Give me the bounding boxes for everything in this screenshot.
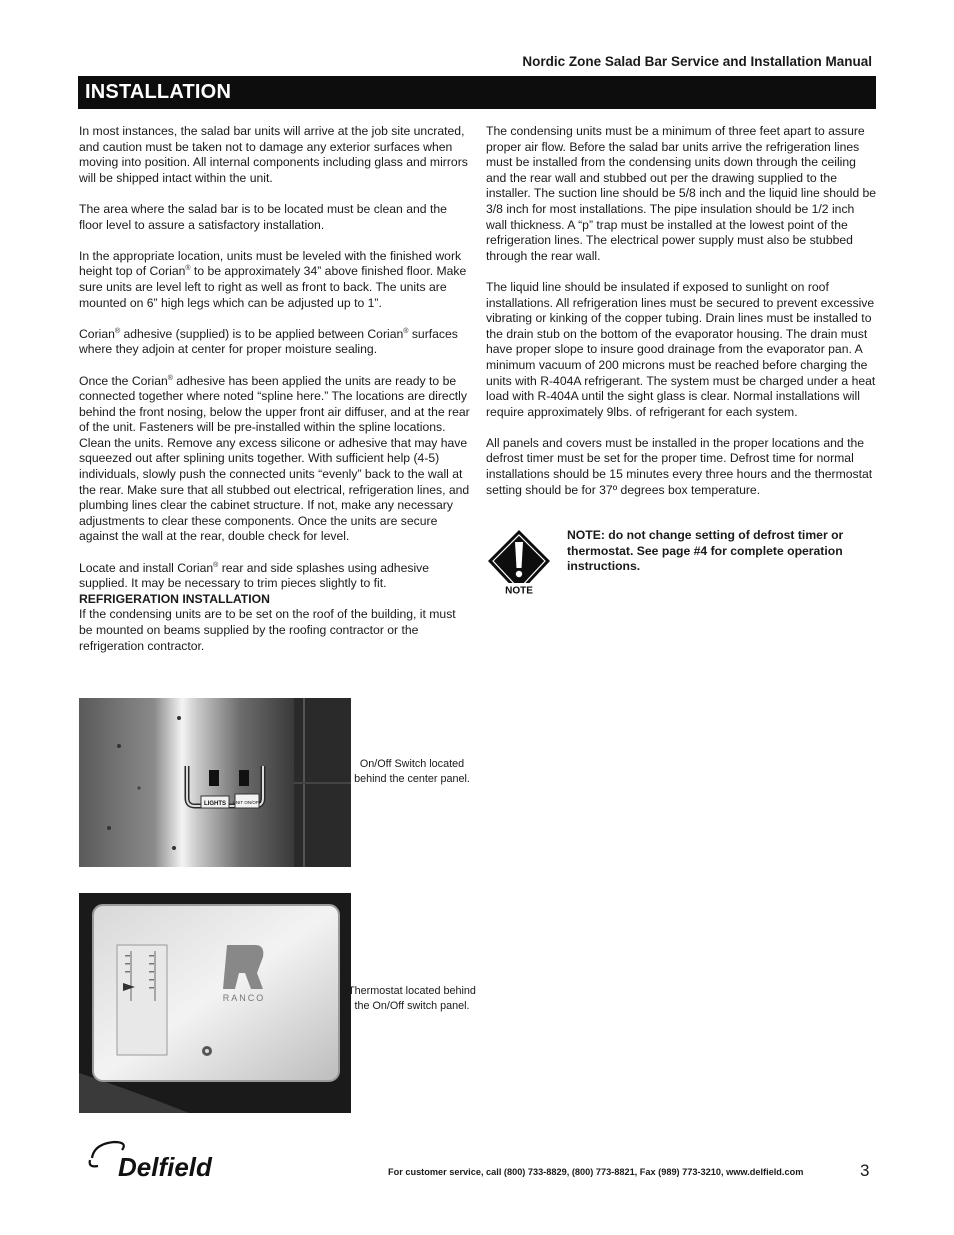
paragraph: The liquid line should be insulated if exposed to sunlight on roof installations. All refrigeration lines must be secured to prevent excessive vibrating or kinking of the copper tubing. Drain lines must be installed to the drain stub on the bottom of the evaporator housing. The drain must have proper slope to insure good drainage from the evaporator pan. A minimum vacuum of 200 microns must be reached before charging the units with R-404A refrigerant. The system must be charged under a heat load with R-404A until the sight glass is clear. Normal installations will require approximately 9lbs. of refrigerant for each system. bbox=[486, 279, 876, 419]
photo-on-off-switch-image bbox=[79, 698, 351, 867]
footer-contact: For customer service, call (800) 733-8829, (800) 773-8821, Fax (989) 773-3210, www.delfield.com bbox=[388, 1167, 804, 1177]
photo-caption-switch: On/Off Switch located behind the center panel. bbox=[354, 758, 470, 785]
photo-thermostat-image bbox=[79, 893, 351, 1113]
warning-exclamation-icon bbox=[486, 528, 552, 598]
paragraph: Once the Corian® adhesive has been applied the units are ready to be connected together where noted “spline here.” The locations are directly behind the front nosing, below the upper front air diffuser, and at the rear of the unit. Fasteners will be pre-installed within the spline locations. Clean the units. Remove any excess silicone or adhesive that may have squeezed out after splining units together. With sufficient help (4-5) individuals, slowly push the connected units “evenly” back to the wall at the rear. Make sure that all stubbed out electrical, refrigeration lines, and plumbing lines clear the cabinet structure. If not, make any necessary adjustments to clear these components. Once the units are secure against the wall at the rear, double check for level. bbox=[79, 373, 470, 544]
section-title: INSTALLATION bbox=[85, 81, 232, 103]
lights-label: LIGHTS bbox=[204, 801, 226, 807]
registered-mark: ® bbox=[167, 374, 173, 382]
unit-on-off-label: UNIT ON/OFF bbox=[232, 800, 262, 805]
paragraph: The area where the salad bar is to be located must be clean and the floor level to assure a satisfactory installation. bbox=[79, 201, 447, 232]
note-text: NOTE: do not change setting of defrost timer or thermostat. See page #4 for complete operation instructions. bbox=[567, 528, 844, 574]
photo-on-off-switch bbox=[79, 698, 351, 867]
manual-title: Nordic Zone Salad Bar Service and Installation Manual bbox=[522, 54, 872, 69]
note-callout bbox=[486, 528, 878, 598]
paragraph: All panels and covers must be installed in the proper locations and the defrost timer must be set for the proper time. Defrost time for normal installations should be 15 minutes every three hours and the thermostat setting should be for 37º degrees box temperature. bbox=[486, 435, 873, 497]
registered-mark: ® bbox=[213, 561, 219, 569]
subheading-refrigeration: REFRIGERATION INSTALLATION bbox=[79, 591, 270, 606]
page-number: 3 bbox=[860, 1161, 870, 1180]
photo-thermostat bbox=[79, 893, 351, 1113]
ranco-brand: RANCO bbox=[222, 993, 266, 1003]
section-header-bar bbox=[78, 76, 876, 109]
delfield-logo bbox=[84, 1138, 264, 1180]
right-column bbox=[486, 124, 878, 514]
registered-mark: ® bbox=[114, 327, 121, 335]
registered-mark: ® bbox=[185, 265, 191, 273]
photo-caption-thermostat: Thermostat located behind the On/Off switch panel. bbox=[348, 985, 476, 1012]
paragraph: In the appropriate location, units must be leveled with the finished work height top of Corian® to be approximately 34” above finished floor. Make sure units are level left to right as well as front to back. The units are mounted on 6” high legs which can be adjusted up to 1”. bbox=[79, 248, 467, 310]
paragraph: If the condensing units are to be set on the roof of the building, it must be mounted on beams supplied by the roofing contractor or the refrigeration contractor. bbox=[79, 607, 456, 653]
logo-wordmark: Delfield bbox=[118, 1152, 212, 1180]
paragraph: Locate and install Corian® rear and side splashes using adhesive supplied. It may be necessary to trim pieces slightly to fit. bbox=[79, 560, 430, 591]
paragraph: Corian® adhesive (supplied) is to be applied between Corian® surfaces where they adjoin at center for proper moisture sealing. bbox=[79, 326, 458, 357]
paragraph: The condensing units must be a minimum of three feet apart to assure proper air flow. Before the salad bar units arrive the refrigeration lines must be installed from the condensing units down through the ceiling and the rear wall and stubbed out per the drawing supplied to the installer. The suction line should be 5/8 inch and the liquid line should be 3/8 inch for most installations. The pipe insulation should be 1/2 inch wall thickness. A “p” trap must be installed at the lowest point of the refrigeration lines. The electrical power supply must also be stubbed through the rear wall. bbox=[486, 124, 877, 263]
note-icon-label: NOTE bbox=[505, 585, 533, 597]
registered-mark: ® bbox=[403, 327, 409, 335]
paragraph: In most instances, the salad bar units will arrive at the job site uncrated, and caution must be taken not to damage any exterior surfaces when moving into position. All internal components including glass and mirrors will be shipped intact within the unit. bbox=[79, 124, 468, 185]
left-column bbox=[79, 124, 471, 654]
